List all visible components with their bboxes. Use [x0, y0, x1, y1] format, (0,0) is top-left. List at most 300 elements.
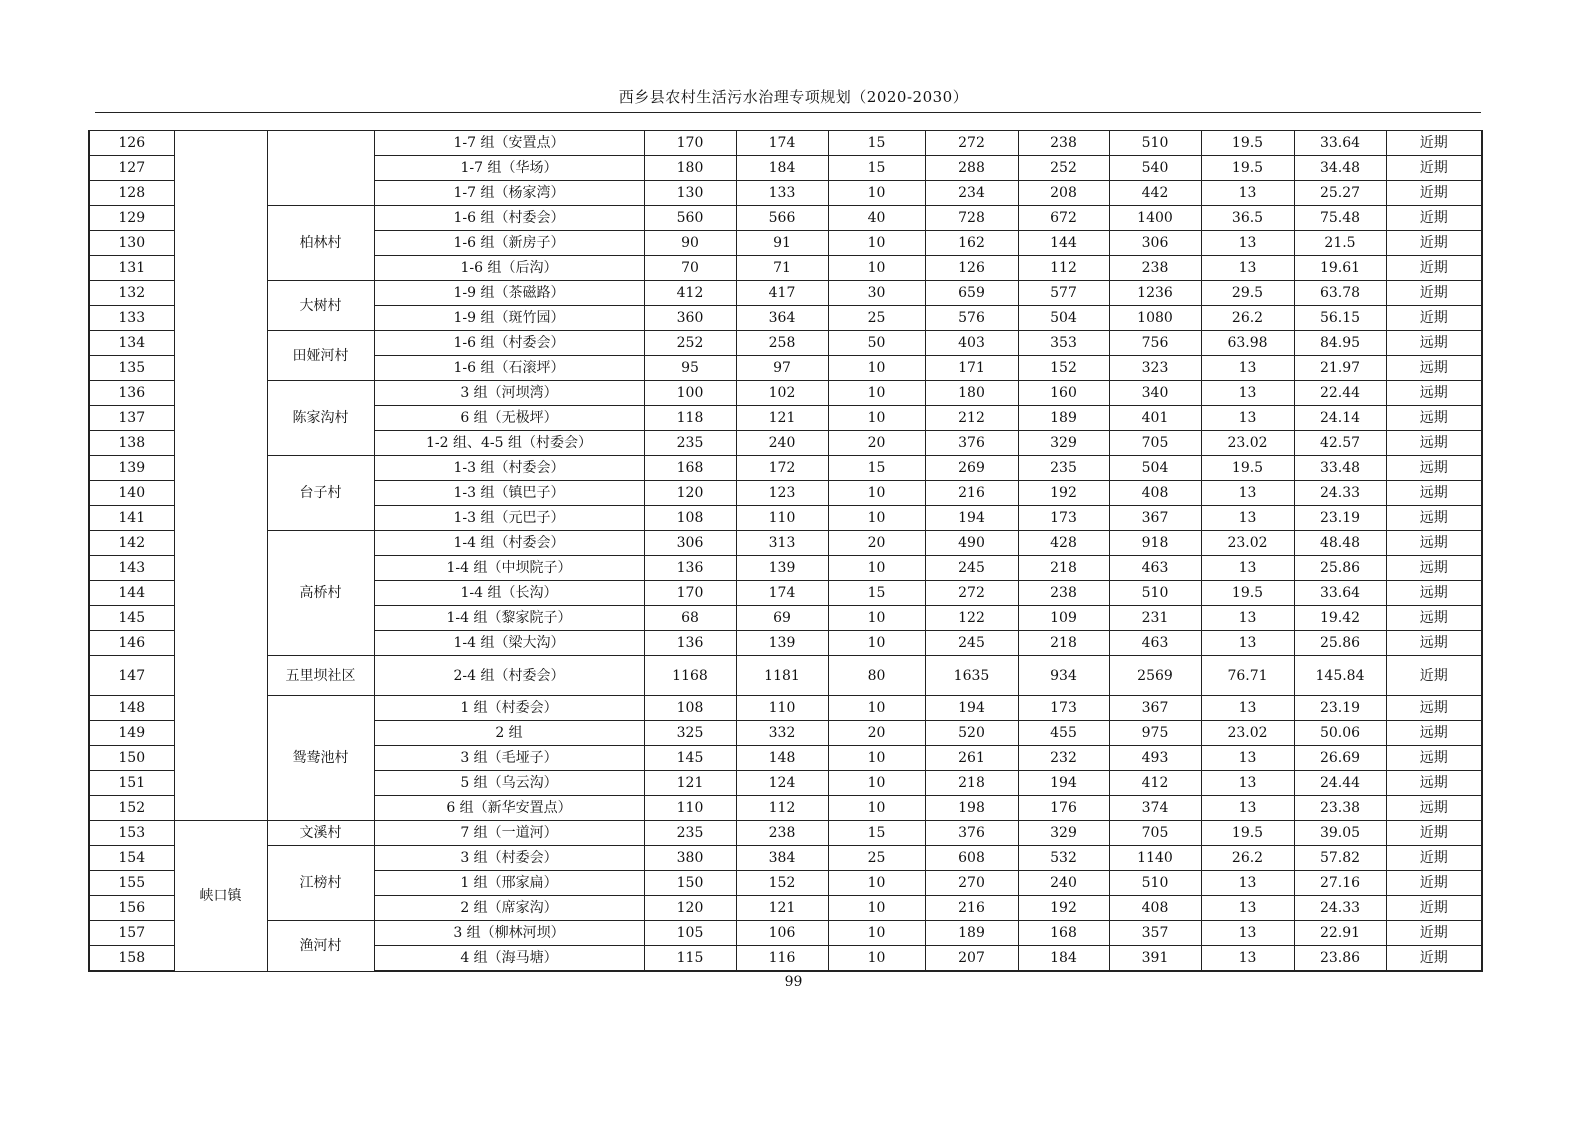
table-cell-col12: 近期	[1386, 131, 1482, 156]
table-cell-col5: 258	[736, 331, 828, 356]
table-cell-col9: 504	[1109, 456, 1201, 481]
table-cell-col9: 412	[1109, 771, 1201, 796]
header-rule	[95, 112, 1481, 113]
table-cell-col4: 121	[644, 771, 736, 796]
table-cell-col5: 566	[736, 206, 828, 231]
table-cell-col9: 493	[1109, 746, 1201, 771]
table-cell-col11: 33.48	[1294, 456, 1386, 481]
table-cell-col7: 608	[925, 846, 1018, 871]
table-cell-col3: 1-3 组（村委会）	[374, 456, 644, 481]
table-cell-col9: 401	[1109, 406, 1201, 431]
page-number: 99	[784, 974, 803, 990]
table-cell-col3: 1-7 组（杨家湾）	[374, 181, 644, 206]
table-cell-col10: 13	[1201, 406, 1294, 431]
table-cell-col12: 远期	[1386, 506, 1482, 531]
table-cell-col12: 远期	[1386, 696, 1482, 721]
table-cell-col7: 194	[925, 506, 1018, 531]
table-cell-col5: 112	[736, 796, 828, 821]
table-cell-col6: 10	[828, 381, 925, 406]
table-cell-col0: 131	[89, 256, 174, 281]
table-cell-col5: 313	[736, 531, 828, 556]
table-cell-col0: 141	[89, 506, 174, 531]
table-cell-col7: 207	[925, 946, 1018, 972]
table-cell-col4: 170	[644, 131, 736, 156]
table-cell-col3: 1-4 组（村委会）	[374, 531, 644, 556]
table-cell-col6: 10	[828, 946, 925, 972]
table-cell-col9: 1140	[1109, 846, 1201, 871]
table-cell-col6: 10	[828, 771, 925, 796]
table-row	[89, 381, 1482, 406]
table-cell-col8: 218	[1018, 556, 1109, 581]
table-cell-col12: 近期	[1386, 656, 1482, 696]
table-cell-col5: 110	[736, 696, 828, 721]
table-cell-col3: 1-3 组（元巴子）	[374, 506, 644, 531]
table-cell-col10: 13	[1201, 506, 1294, 531]
table-cell-col11: 23.19	[1294, 696, 1386, 721]
table-cell-col5: 97	[736, 356, 828, 381]
table-cell-col12: 近期	[1386, 256, 1482, 281]
table-cell-col9: 540	[1109, 156, 1201, 181]
table-cell-col10: 13	[1201, 746, 1294, 771]
table-cell-col9: 463	[1109, 631, 1201, 656]
table-cell-col10: 19.5	[1201, 581, 1294, 606]
table-cell-col10: 26.2	[1201, 846, 1294, 871]
table-cell-col6: 15	[828, 456, 925, 481]
table-cell-col9: 408	[1109, 896, 1201, 921]
table-row	[89, 456, 1482, 481]
table-cell-col9: 510	[1109, 131, 1201, 156]
table-cell-col11: 24.14	[1294, 406, 1386, 431]
table-cell-col11: 22.91	[1294, 921, 1386, 946]
table-cell-col0: 153	[89, 821, 174, 846]
table-cell-col11: 34.48	[1294, 156, 1386, 181]
table-cell-col5: 174	[736, 581, 828, 606]
table-cell-col5: 110	[736, 506, 828, 531]
table-cell-col11: 25.86	[1294, 556, 1386, 581]
table-cell-col4: 235	[644, 821, 736, 846]
table-cell-col9: 510	[1109, 871, 1201, 896]
table-cell-col11: 23.19	[1294, 506, 1386, 531]
table-cell-col12: 远期	[1386, 771, 1482, 796]
table-cell-col7: 272	[925, 131, 1018, 156]
table-row	[89, 531, 1482, 556]
table-cell-col3: 2 组（席家沟）	[374, 896, 644, 921]
table-cell-col8: 176	[1018, 796, 1109, 821]
table-cell-col7: 180	[925, 381, 1018, 406]
table-cell-col0: 135	[89, 356, 174, 381]
table-cell-col8: 455	[1018, 721, 1109, 746]
table-cell-col3: 1-7 组（安置点）	[374, 131, 644, 156]
table-cell-col6: 10	[828, 231, 925, 256]
table-cell-col4: 252	[644, 331, 736, 356]
table-cell-col4: 120	[644, 481, 736, 506]
table-cell-col7: 189	[925, 921, 1018, 946]
table-cell-col12: 近期	[1386, 281, 1482, 306]
table-cell-col9: 306	[1109, 231, 1201, 256]
table-cell-col10: 13	[1201, 181, 1294, 206]
table-cell-col12: 远期	[1386, 746, 1482, 771]
table-cell-col3: 1 组（村委会）	[374, 696, 644, 721]
table-cell-col11: 21.97	[1294, 356, 1386, 381]
table-cell-col2: 五里坝社区	[267, 656, 374, 696]
table-cell-col6: 10	[828, 181, 925, 206]
table-cell-col5: 139	[736, 556, 828, 581]
table-cell-col4: 560	[644, 206, 736, 231]
table-cell-col2: 江榜村	[267, 846, 374, 921]
table-cell-col11: 33.64	[1294, 581, 1386, 606]
table-cell-col7: 520	[925, 721, 1018, 746]
table-cell-col12: 远期	[1386, 356, 1482, 381]
table-cell-col6: 10	[828, 921, 925, 946]
table-cell-col2: 陈家沟村	[267, 381, 374, 456]
table-cell-col9: 238	[1109, 256, 1201, 281]
table-cell-col11: 56.15	[1294, 306, 1386, 331]
table-cell-col1	[174, 131, 267, 821]
table-cell-col12: 近期	[1386, 181, 1482, 206]
table-cell-col10: 13	[1201, 231, 1294, 256]
table-cell-col3: 1-7 组（华场）	[374, 156, 644, 181]
table-cell-col9: 918	[1109, 531, 1201, 556]
table-row	[89, 846, 1482, 871]
table-cell-col3: 1-2 组、4-5 组（村委会）	[374, 431, 644, 456]
table-cell-col10: 76.71	[1201, 656, 1294, 696]
table-cell-col0: 142	[89, 531, 174, 556]
table-cell-col7: 261	[925, 746, 1018, 771]
table-cell-col3: 1-6 组（村委会）	[374, 331, 644, 356]
table-cell-col11: 26.69	[1294, 746, 1386, 771]
table-cell-col9: 1400	[1109, 206, 1201, 231]
table-cell-col4: 306	[644, 531, 736, 556]
table-cell-col4: 170	[644, 581, 736, 606]
table-row	[89, 206, 1482, 231]
table-cell-col8: 194	[1018, 771, 1109, 796]
table-cell-col11: 63.78	[1294, 281, 1386, 306]
table-cell-col9: 463	[1109, 556, 1201, 581]
table-row	[89, 131, 1482, 156]
table-cell-col8: 208	[1018, 181, 1109, 206]
table-cell-col10: 13	[1201, 771, 1294, 796]
table-cell-col9: 367	[1109, 506, 1201, 531]
table-cell-col7: 245	[925, 556, 1018, 581]
table-cell-col6: 10	[828, 746, 925, 771]
table-cell-col0: 134	[89, 331, 174, 356]
table-cell-col12: 近期	[1386, 846, 1482, 871]
table-cell-col11: 23.86	[1294, 946, 1386, 972]
table-cell-col5: 148	[736, 746, 828, 771]
table-cell-col6: 10	[828, 406, 925, 431]
table-cell-col12: 远期	[1386, 531, 1482, 556]
table-cell-col3: 1 组（邢家扁）	[374, 871, 644, 896]
table-cell-col4: 108	[644, 506, 736, 531]
table-cell-col11: 24.33	[1294, 481, 1386, 506]
table-cell-col0: 145	[89, 606, 174, 631]
table-cell-col10: 13	[1201, 946, 1294, 972]
table-cell-col4: 108	[644, 696, 736, 721]
table-cell-col8: 504	[1018, 306, 1109, 331]
table-cell-col10: 26.2	[1201, 306, 1294, 331]
table-cell-col5: 106	[736, 921, 828, 946]
table-row	[89, 656, 1482, 696]
table-cell-col3: 1-6 组（石滚坪）	[374, 356, 644, 381]
table-cell-col10: 36.5	[1201, 206, 1294, 231]
table-cell-col4: 360	[644, 306, 736, 331]
table-cell-col7: 269	[925, 456, 1018, 481]
table-cell-col5: 133	[736, 181, 828, 206]
table-cell-col8: 238	[1018, 131, 1109, 156]
table-cell-col8: 329	[1018, 821, 1109, 846]
table-cell-col6: 10	[828, 631, 925, 656]
table-cell-col10: 13	[1201, 356, 1294, 381]
table-cell-col8: 532	[1018, 846, 1109, 871]
table-cell-col8: 192	[1018, 481, 1109, 506]
table-cell-col8: 184	[1018, 946, 1109, 972]
table-cell-col6: 15	[828, 581, 925, 606]
table-cell-col4: 380	[644, 846, 736, 871]
table-cell-col12: 远期	[1386, 406, 1482, 431]
table-cell-col5: 102	[736, 381, 828, 406]
table-cell-col10: 13	[1201, 921, 1294, 946]
table-cell-col10: 13	[1201, 381, 1294, 406]
table-cell-col8: 173	[1018, 506, 1109, 531]
table-cell-col6: 20	[828, 531, 925, 556]
table-cell-col10: 29.5	[1201, 281, 1294, 306]
table-cell-col10: 23.02	[1201, 721, 1294, 746]
table-cell-col12: 远期	[1386, 556, 1482, 581]
table-cell-col11: 39.05	[1294, 821, 1386, 846]
table-cell-col11: 145.84	[1294, 656, 1386, 696]
table-cell-col5: 69	[736, 606, 828, 631]
table-cell-col5: 364	[736, 306, 828, 331]
table-cell-col12: 远期	[1386, 481, 1482, 506]
table-cell-col7: 194	[925, 696, 1018, 721]
table-cell-col4: 68	[644, 606, 736, 631]
table-cell-col9: 391	[1109, 946, 1201, 972]
table-cell-col7: 288	[925, 156, 1018, 181]
table-cell-col12: 远期	[1386, 796, 1482, 821]
table-cell-col6: 80	[828, 656, 925, 696]
table-cell-col0: 155	[89, 871, 174, 896]
table-cell-col7: 162	[925, 231, 1018, 256]
table-cell-col4: 130	[644, 181, 736, 206]
table-cell-col8: 934	[1018, 656, 1109, 696]
table-cell-col11: 75.48	[1294, 206, 1386, 231]
table-cell-col12: 近期	[1386, 231, 1482, 256]
table-row	[89, 696, 1482, 721]
table-cell-col11: 25.86	[1294, 631, 1386, 656]
table-cell-col0: 133	[89, 306, 174, 331]
table-cell-col7: 212	[925, 406, 1018, 431]
table-cell-col3: 2 组	[374, 721, 644, 746]
table-cell-col10: 13	[1201, 256, 1294, 281]
table-cell-col5: 174	[736, 131, 828, 156]
table-cell-col3: 1-6 组（新房子）	[374, 231, 644, 256]
table-cell-col6: 15	[828, 131, 925, 156]
table-cell-col6: 50	[828, 331, 925, 356]
table-cell-col9: 323	[1109, 356, 1201, 381]
table-cell-col12: 近期	[1386, 946, 1482, 972]
table-cell-col7: 490	[925, 531, 1018, 556]
table-cell-col5: 121	[736, 896, 828, 921]
table-cell-col0: 149	[89, 721, 174, 746]
table-cell-col4: 168	[644, 456, 736, 481]
table-cell-col10: 23.02	[1201, 431, 1294, 456]
table-cell-col9: 756	[1109, 331, 1201, 356]
table-cell-col9: 231	[1109, 606, 1201, 631]
table-cell-col4: 412	[644, 281, 736, 306]
table-cell-col11: 57.82	[1294, 846, 1386, 871]
table-cell-col10: 13	[1201, 871, 1294, 896]
table-cell-col12: 远期	[1386, 381, 1482, 406]
table-cell-col6: 20	[828, 721, 925, 746]
table-cell-col11: 25.27	[1294, 181, 1386, 206]
table-cell-col4: 70	[644, 256, 736, 281]
table-cell-col8: 329	[1018, 431, 1109, 456]
table-cell-col8: 238	[1018, 581, 1109, 606]
table-cell-col0: 144	[89, 581, 174, 606]
table-cell-col11: 22.44	[1294, 381, 1386, 406]
table-cell-col4: 105	[644, 921, 736, 946]
table-cell-col12: 远期	[1386, 606, 1482, 631]
table-cell-col0: 129	[89, 206, 174, 231]
table-cell-col4: 136	[644, 556, 736, 581]
table-cell-col3: 1-6 组（后沟）	[374, 256, 644, 281]
table-cell-col5: 384	[736, 846, 828, 871]
table-cell-col5: 91	[736, 231, 828, 256]
table-cell-col12: 近期	[1386, 896, 1482, 921]
table-cell-col5: 184	[736, 156, 828, 181]
table-cell-col9: 408	[1109, 481, 1201, 506]
table-cell-col10: 13	[1201, 556, 1294, 581]
table-cell-col6: 10	[828, 796, 925, 821]
table-cell-col0: 143	[89, 556, 174, 581]
table-cell-col6: 10	[828, 256, 925, 281]
table-cell-col0: 152	[89, 796, 174, 821]
table-cell-col9: 705	[1109, 431, 1201, 456]
table-cell-col12: 近期	[1386, 921, 1482, 946]
table-cell-col12: 近期	[1386, 156, 1482, 181]
table-cell-col7: 216	[925, 481, 1018, 506]
table-cell-col4: 1168	[644, 656, 736, 696]
page-header-title: 西乡县农村生活污水治理专项规划（2020-2030）	[618, 88, 969, 106]
table-cell-col5: 238	[736, 821, 828, 846]
table-cell-col10: 63.98	[1201, 331, 1294, 356]
table-cell-col8: 240	[1018, 871, 1109, 896]
table-cell-col12: 近期	[1386, 206, 1482, 231]
table-cell-col11: 21.5	[1294, 231, 1386, 256]
table-cell-col6: 10	[828, 556, 925, 581]
table-cell-col11: 42.57	[1294, 431, 1386, 456]
table-cell-col0: 130	[89, 231, 174, 256]
table-cell-col9: 442	[1109, 181, 1201, 206]
table-cell-col8: 232	[1018, 746, 1109, 771]
table-cell-col11: 19.42	[1294, 606, 1386, 631]
table-cell-col10: 19.5	[1201, 156, 1294, 181]
table-cell-col12: 远期	[1386, 721, 1482, 746]
table-cell-col6: 10	[828, 481, 925, 506]
table-cell-col12: 远期	[1386, 456, 1482, 481]
table-cell-col10: 13	[1201, 696, 1294, 721]
table-cell-col10: 19.5	[1201, 456, 1294, 481]
table-cell-col7: 171	[925, 356, 1018, 381]
table-cell-col10: 23.02	[1201, 531, 1294, 556]
table-cell-col5: 1181	[736, 656, 828, 696]
table-cell-col8: 189	[1018, 406, 1109, 431]
table-cell-col8: 160	[1018, 381, 1109, 406]
table-cell-col0: 147	[89, 656, 174, 696]
table-cell-col0: 146	[89, 631, 174, 656]
table-cell-col7: 576	[925, 306, 1018, 331]
table-cell-col6: 10	[828, 896, 925, 921]
table-cell-col5: 71	[736, 256, 828, 281]
table-cell-col3: 1-3 组（镇巴子）	[374, 481, 644, 506]
table-cell-col8: 252	[1018, 156, 1109, 181]
table-cell-col8: 109	[1018, 606, 1109, 631]
table-cell-col5: 124	[736, 771, 828, 796]
table-cell-col4: 90	[644, 231, 736, 256]
table-cell-col7: 126	[925, 256, 1018, 281]
table-cell-col4: 120	[644, 896, 736, 921]
table-cell-col2: 台子村	[267, 456, 374, 531]
table-cell-col3: 3 组（毛垭子）	[374, 746, 644, 771]
table-row	[89, 281, 1482, 306]
table-cell-col12: 近期	[1386, 871, 1482, 896]
table-cell-col2	[267, 131, 374, 206]
table-cell-col7: 376	[925, 821, 1018, 846]
table-cell-col7: 218	[925, 771, 1018, 796]
table-cell-col3: 5 组（乌云沟）	[374, 771, 644, 796]
table-cell-col10: 13	[1201, 631, 1294, 656]
table-cell-col7: 659	[925, 281, 1018, 306]
table-cell-col5: 417	[736, 281, 828, 306]
table-cell-col4: 118	[644, 406, 736, 431]
table-cell-col4: 115	[644, 946, 736, 972]
table-cell-col12: 远期	[1386, 331, 1482, 356]
table-cell-col0: 128	[89, 181, 174, 206]
table-cell-col3: 1-4 组（中坝院子）	[374, 556, 644, 581]
table-cell-col9: 510	[1109, 581, 1201, 606]
table-cell-col9: 705	[1109, 821, 1201, 846]
table-cell-col2: 文溪村	[267, 821, 374, 846]
table-cell-col7: 198	[925, 796, 1018, 821]
table-cell-col6: 10	[828, 696, 925, 721]
table-cell-col3: 1-9 组（斑竹园）	[374, 306, 644, 331]
table-cell-col6: 10	[828, 506, 925, 531]
table-cell-col3: 1-4 组（黎家院子）	[374, 606, 644, 631]
table-cell-col5: 172	[736, 456, 828, 481]
table-cell-col11: 50.06	[1294, 721, 1386, 746]
table-cell-col12: 近期	[1386, 821, 1482, 846]
table-cell-col6: 20	[828, 431, 925, 456]
table-cell-col6: 10	[828, 871, 925, 896]
table-cell-col4: 325	[644, 721, 736, 746]
table-cell-col7: 403	[925, 331, 1018, 356]
table-cell-col0: 137	[89, 406, 174, 431]
table-cell-col4: 100	[644, 381, 736, 406]
table-cell-col12: 远期	[1386, 631, 1482, 656]
table-cell-col0: 148	[89, 696, 174, 721]
table-cell-col3: 4 组（海马塘）	[374, 946, 644, 972]
table-cell-col6: 10	[828, 606, 925, 631]
table-cell-col2: 田娅河村	[267, 331, 374, 381]
table-cell-col8: 672	[1018, 206, 1109, 231]
table-cell-col0: 138	[89, 431, 174, 456]
table-cell-col0: 158	[89, 946, 174, 972]
table-cell-col10: 19.5	[1201, 131, 1294, 156]
table-cell-col3: 3 组（村委会）	[374, 846, 644, 871]
table-cell-col9: 374	[1109, 796, 1201, 821]
table-row	[89, 331, 1482, 356]
table-row	[89, 821, 1482, 846]
